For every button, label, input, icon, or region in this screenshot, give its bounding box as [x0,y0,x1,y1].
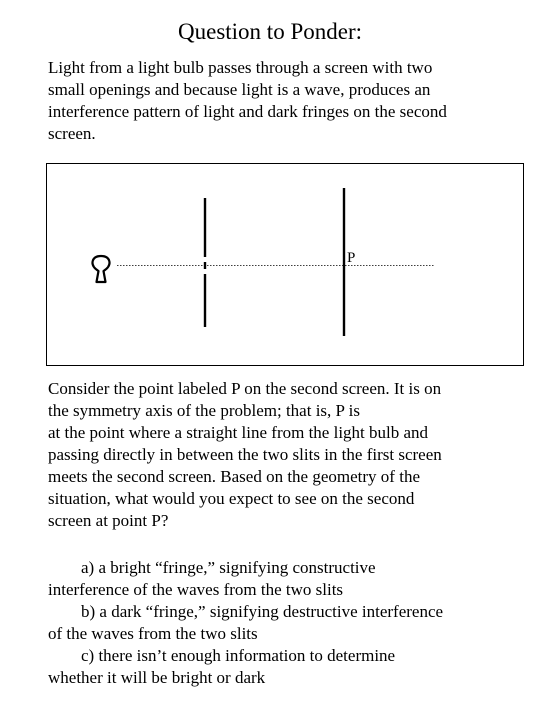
option-c-continued: whether it will be bright or dark [48,668,266,687]
question-paragraph [48,378,518,532]
light-bulb-icon [92,256,109,282]
question-line: meets the second screen. Based on the geometry of the [48,467,420,486]
page-title: Question to Ponder: [178,19,362,44]
question-line: situation, what would you expect to see on the second [48,489,415,508]
diagram-canvas [47,164,525,367]
double-slit-diagram [46,163,524,366]
option-a: a) a bright “fringe,” signifying constructive [81,558,376,577]
option-c: c) there isn’t enough information to determine [81,646,396,665]
option-b-continued: of the waves from the two slits [48,624,258,643]
question-line: passing directly in between the two slits in the first screen [48,445,442,464]
question-line: the symmetry axis of the problem; that is, P is [48,401,360,420]
option-b: b) a dark “fringe,” signifying destructive interference [81,602,444,621]
question-line: Consider the point labeled P on the second screen. It is on [48,379,442,398]
option-a-continued: interference of the waves from the two slits [48,580,344,599]
intro-line: interference pattern of light and dark fringes on the second [48,102,447,121]
question-line: at the point where a straight line from the light bulb and [48,423,429,442]
question-line: screen at point P? [48,511,169,530]
answer-options [48,557,518,689]
intro-line: Light from a light bulb passes through a screen with two [48,58,433,77]
intro-line: small openings and because light is a wave, produces an [48,80,431,99]
point-p-label: P [347,250,356,266]
intro-line: screen. [48,124,96,143]
intro-paragraph [48,57,518,145]
